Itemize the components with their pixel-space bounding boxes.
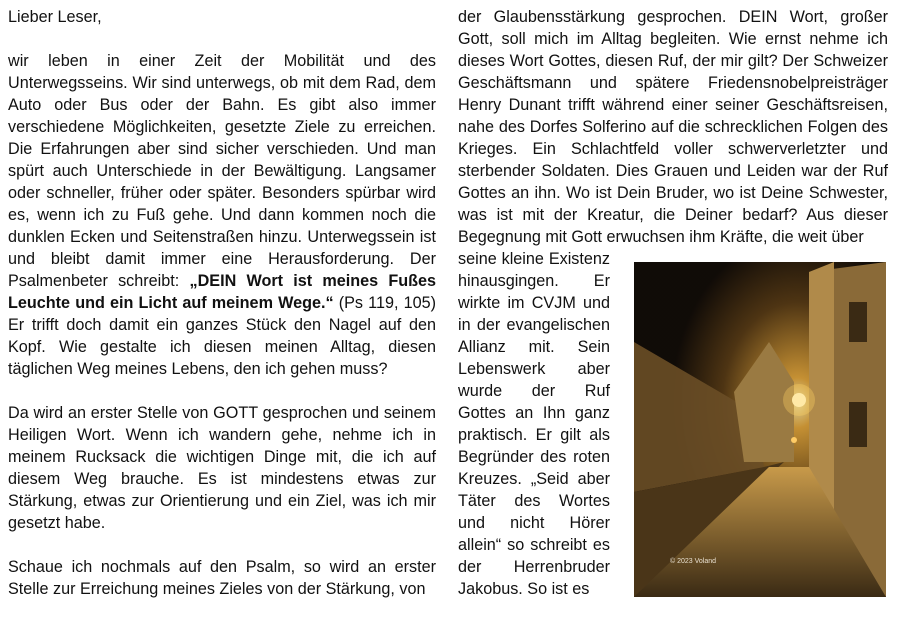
photo-illustration: [634, 262, 886, 597]
paragraph-1-text-a: wir leben in einer Zeit der Mobilität und des Unterwegsseins. Wir sind unterwegs, ob mit dem Rad, dem Auto oder Bus oder der Bahn. Es gibt also immer verschiedene Möglichkeiten, gesetzte Ziele zu erreichen. Die Erfahrungen aber sind sicher verschieden. Und man spürt auch Unterschiede in der Bewältigung. Langsamer oder schneller, früher oder später. Besonders spürbar wird es, wenn ich zu Fuß gehe. Und dann kommen noch die dunklen Ecken und Seitenstraßen hinzu. Unterwegssein ist und bleibt damit immer eine Herausforderung. Der Psalmenbeter schreibt:: [8, 52, 436, 290]
salutation: Lieber Leser,: [8, 8, 102, 26]
paragraph-5: seine kleine Existenz hinausgingen. Er wirkte im CVJM und in der evangelischen Allianz mit. Sein Lebenswerk aber wurde der Ruf Gottes an Ihn ganz praktisch. Er gilt als Begründer des roten Kreuzes. „Seid aber Täter des Wortes und nicht Hörer allein“ so schreibt es der Herrenbruder Jakobus. So ist es: [458, 250, 610, 598]
right-narrow-column: [458, 248, 610, 600]
psalm-quote: „DEIN Wort ist meines Fußes Leuchte und ein Licht auf meinem Wege.“: [8, 272, 436, 312]
right-column: [458, 6, 888, 248]
paragraph-1-text-b: (Ps 119, 105) Er trifft doch damit ein ganzes Stück den Nagel auf den Kopf. Wie gestalte ich diesen meinen Alltag, diesen täglichen Weg meines Lebens, den ich gehen muss?: [8, 294, 436, 378]
paragraph-3: Schaue ich nochmals auf den Psalm, so wird an erster Stelle zur Erreichung meines Zieles von der Stärkung, von: [8, 558, 436, 598]
night-street-photo: [634, 262, 886, 597]
paragraph-2: Da wird an erster Stelle von GOTT gesprochen und seinem Heiligen Wort. Wenn ich wandern gehe, nehme ich in meinem Rucksack die wichtigen Dinge mit, die ich auf diesem Weg brauche. Es ist mindestens etwas zur Stärkung, etwas zur Orientierung und ein Ziel, was ich mir gesetzt habe.: [8, 404, 436, 532]
paragraph-4: der Glaubensstärkung gesprochen. DEIN Wort, großer Gott, soll mich im Alltag begleiten. Wie ernst nehme ich dieses Wort Gottes, diesen Ruf, der mir gilt? Der Schweizer Geschäftsmann und spätere Friedensnobelpreisträger Henry Dunant trifft während einer seiner Geschäftsreisen, nahe des Dorfes Solferino auf die schrecklichen Folgen des Krieges. Ein Schlachtfeld voller schwerverletzter und sterbender Soldaten. Dies Grauen und Leiden war der Ruf Gottes an ihn. Wo ist Dein Bruder, wo ist Deine Schwester, was ist mit der Kreatur, die Deiner bedarf? Aus dieser Begegnung mit Gott erwuchsen ihm Kräfte, die weit über: [458, 8, 888, 246]
left-column: [8, 6, 436, 600]
paragraph-1: [8, 50, 436, 380]
photo-copyright: © 2023 Voland: [670, 558, 717, 565]
